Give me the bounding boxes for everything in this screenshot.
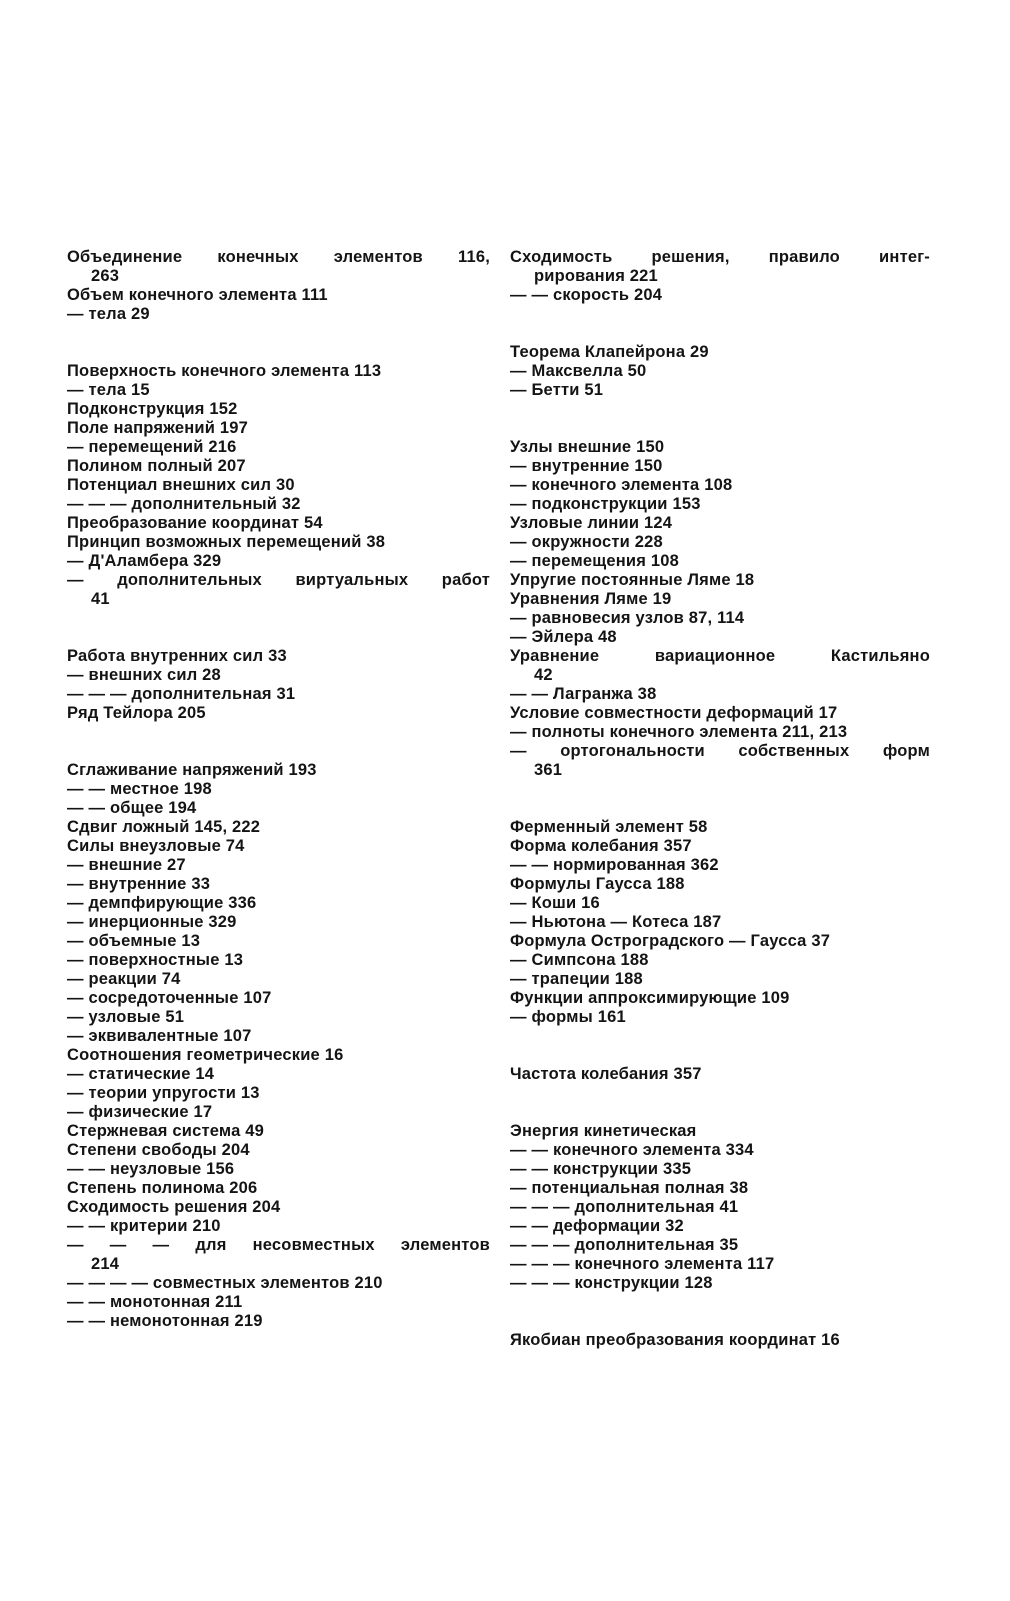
entry-text: Соотношения геометрические 16 — [67, 1046, 344, 1064]
entry-text: — — общее 194 — [67, 799, 197, 817]
group-spacer — [67, 609, 490, 647]
entry-text: — трапеции 188 — [510, 970, 643, 988]
entry-text: Формулы Гаусса 188 — [510, 875, 685, 893]
index-entry — [67, 286, 490, 305]
index-entry — [510, 476, 930, 495]
entry-text: — потенциальная полная 38 — [510, 1179, 749, 1197]
entry-text: — — — — совместных элементов 210 — [67, 1274, 383, 1292]
index-entry — [67, 1046, 490, 1065]
entry-text: — — — для несовместных элементов — [67, 1236, 490, 1254]
entry-text: Принцип возможных перемещений 38 — [67, 533, 386, 551]
entry-text: — объемные 13 — [67, 932, 201, 950]
index-entry — [510, 571, 930, 590]
index-entry — [510, 457, 930, 476]
index-entry — [67, 495, 490, 514]
entry-text: — теории упругости 13 — [67, 1084, 260, 1102]
entry-text: — — деформации 32 — [510, 1217, 684, 1235]
entry-text: — сосредоточенные 107 — [67, 989, 272, 1007]
entry-text: Энергия кинетическая — [510, 1122, 697, 1140]
entry-text: Стержневая система 49 — [67, 1122, 265, 1140]
index-entry — [510, 381, 930, 400]
index-entry — [510, 818, 930, 837]
entry-text: — подконструкции 153 — [510, 495, 701, 513]
index-entry — [510, 837, 930, 856]
index-letter-group — [510, 1065, 930, 1084]
entry-text: — — — конструкции 128 — [510, 1274, 713, 1292]
entry-text: — внешних сил 28 — [67, 666, 221, 684]
entry-text: Поверхность конечного элемента 113 — [67, 362, 382, 380]
entry-text: Полином полный 207 — [67, 457, 246, 475]
entry-text: Ферменный элемент 58 — [510, 818, 708, 836]
entry-text: Уравнения Ляме 19 — [510, 590, 672, 608]
entry-text: — — немонотонная 219 — [67, 1312, 263, 1330]
entry-text: — тела 29 — [67, 305, 150, 323]
index-entry — [510, 875, 930, 894]
entry-text: Уравнение вариационное Кастильяно — [510, 647, 930, 665]
entry-text: Сходимость решения 204 — [67, 1198, 281, 1216]
index-entry — [510, 590, 930, 609]
entry-text: — — критерии 210 — [67, 1217, 221, 1235]
index-entry — [67, 647, 490, 666]
entry-text: — внутренние 150 — [510, 457, 663, 475]
group-spacer — [510, 1027, 930, 1065]
entry-text: — — — конечного элемента 117 — [510, 1255, 775, 1273]
index-entry — [67, 1027, 490, 1046]
index-entry — [510, 1065, 930, 1084]
entry-text: Степень полинома 206 — [67, 1179, 258, 1197]
index-entry — [67, 799, 490, 818]
entry-text: Подконструкция 152 — [67, 400, 238, 418]
entry-continuation: 361 — [534, 761, 563, 779]
entry-text: Объем конечного элемента 111 — [67, 286, 328, 304]
entry-text: — — конечного элемента 334 — [510, 1141, 754, 1159]
entry-text: — демпфирующие 336 — [67, 894, 257, 912]
entry-text: — ортогональности собственных форм — [510, 742, 930, 760]
entry-text: Потенциал внешних сил 30 — [67, 476, 295, 494]
index-entry — [510, 970, 930, 989]
entry-text: Сдвиг ложный 145, 222 — [67, 818, 261, 836]
entry-text: Ряд Тейлора 205 — [67, 704, 206, 722]
index-entry — [510, 894, 930, 913]
index-entry — [510, 1331, 930, 1350]
entry-text: — окружности 228 — [510, 533, 663, 551]
index-entry — [510, 495, 930, 514]
index-entry — [510, 1255, 930, 1274]
index-entry — [510, 932, 930, 951]
entry-text: Объединение конечных элементов 116, — [67, 248, 490, 266]
entry-text: — — — дополнительная 41 — [510, 1198, 739, 1216]
entry-text: Работа внутренних сил 33 — [67, 647, 287, 665]
index-column-left — [67, 248, 490, 1331]
index-letter-group — [510, 1331, 930, 1350]
index-entry — [67, 571, 490, 609]
index-entry — [67, 875, 490, 894]
index-entry — [510, 1274, 930, 1293]
index-letter-group — [510, 1122, 930, 1293]
entry-continuation: 42 — [534, 666, 553, 684]
entry-text: Узлы внешние 150 — [510, 438, 665, 456]
entry-continuation: 41 — [91, 590, 110, 608]
index-entry — [67, 533, 490, 552]
index-entry — [67, 1179, 490, 1198]
entry-text: — — конструкции 335 — [510, 1160, 692, 1178]
entry-text: — — — дополнительная 31 — [67, 685, 296, 703]
index-entry — [67, 780, 490, 799]
index-letter-group — [67, 248, 490, 324]
entry-text: — эквивалентные 107 — [67, 1027, 252, 1045]
index-entry — [67, 1008, 490, 1027]
index-entry — [510, 1198, 930, 1217]
entry-text: Сглаживание напряжений 193 — [67, 761, 317, 779]
index-entry — [510, 438, 930, 457]
index-entry — [510, 1008, 930, 1027]
index-entry — [67, 856, 490, 875]
index-entry — [67, 951, 490, 970]
entry-text: — формы 161 — [510, 1008, 626, 1026]
entry-text: — Симпсона 188 — [510, 951, 649, 969]
entry-text: — — монотонная 211 — [67, 1293, 243, 1311]
index-entry — [510, 362, 930, 381]
entry-text: Степени свободы 204 — [67, 1141, 250, 1159]
index-entry — [510, 989, 930, 1008]
index-letter-group — [510, 343, 930, 400]
group-spacer — [67, 723, 490, 761]
index-entry — [67, 913, 490, 932]
entry-text: Поле напряжений 197 — [67, 419, 248, 437]
entry-text: — — местное 198 — [67, 780, 212, 798]
index-letter-group — [67, 647, 490, 723]
index-entry — [67, 400, 490, 419]
entry-continuation: рирования 221 — [534, 267, 658, 285]
index-entry — [67, 1141, 490, 1160]
entry-text: Функции аппроксимирующие 109 — [510, 989, 790, 1007]
index-entry — [67, 989, 490, 1008]
index-entry — [67, 666, 490, 685]
entry-text: Сходимость решения, правило интег- — [510, 248, 930, 266]
entry-text: — — — дополнительный 32 — [67, 495, 301, 513]
index-entry — [67, 970, 490, 989]
entry-text: — реакции 74 — [67, 970, 181, 988]
index-entry — [510, 1236, 930, 1255]
entry-text: Форма колебания 357 — [510, 837, 692, 855]
group-spacer — [67, 324, 490, 362]
index-entry — [67, 761, 490, 780]
index-entry — [67, 1274, 490, 1293]
index-entry — [67, 1065, 490, 1084]
index-entry — [510, 1160, 930, 1179]
index-entry — [67, 1122, 490, 1141]
index-entry — [510, 685, 930, 704]
index-entry — [510, 704, 930, 723]
index-entry — [510, 1179, 930, 1198]
entry-text: — Эйлера 48 — [510, 628, 617, 646]
entry-text: Упругие постоянные Ляме 18 — [510, 571, 755, 589]
entry-text: — полноты конечного элемента 211, 213 — [510, 723, 848, 741]
index-letter-group — [67, 362, 490, 609]
index-letter-group — [510, 248, 930, 305]
entry-continuation: 214 — [91, 1255, 120, 1273]
entry-text: Якобиан преобразования координат 16 — [510, 1331, 840, 1349]
index-entry — [510, 723, 930, 742]
index-entry — [510, 913, 930, 932]
index-entry — [510, 343, 930, 362]
entry-text: — Ньютона — Котеса 187 — [510, 913, 722, 931]
index-entry — [67, 514, 490, 533]
index-entry — [67, 1217, 490, 1236]
index-entry — [67, 1293, 490, 1312]
index-entry — [67, 1236, 490, 1274]
entry-text: — внешние 27 — [67, 856, 186, 874]
entry-text: — — Лагранжа 38 — [510, 685, 657, 703]
index-entry — [510, 248, 930, 286]
entry-text: Силы внеузловые 74 — [67, 837, 245, 855]
entry-text: — узловые 51 — [67, 1008, 185, 1026]
index-entry — [510, 647, 930, 685]
entry-text: Теорема Клапейрона 29 — [510, 343, 709, 361]
group-spacer — [510, 305, 930, 343]
index-entry — [67, 552, 490, 571]
index-entry — [67, 305, 490, 324]
index-entry — [67, 457, 490, 476]
group-spacer — [510, 1084, 930, 1122]
entry-text: — — скорость 204 — [510, 286, 663, 304]
entry-text: — Коши 16 — [510, 894, 600, 912]
index-entry — [67, 837, 490, 856]
entry-text: — равновесия узлов 87, 114 — [510, 609, 745, 627]
index-entry — [67, 362, 490, 381]
index-entry — [510, 856, 930, 875]
entry-continuation: 263 — [91, 267, 120, 285]
index-letter-group — [67, 761, 490, 1331]
index-entry — [510, 1141, 930, 1160]
index-entry — [510, 1122, 930, 1141]
index-entry — [67, 1160, 490, 1179]
index-column-right — [510, 248, 930, 1350]
index-entry — [510, 628, 930, 647]
entry-text: — Д'Аламбера 329 — [67, 552, 222, 570]
entry-text: — — — дополнительная 35 — [510, 1236, 739, 1254]
entry-text: Условие совместности деформаций 17 — [510, 704, 838, 722]
index-letter-group — [510, 438, 930, 780]
index-entry — [510, 552, 930, 571]
index-entry — [510, 742, 930, 780]
entry-text: — конечного элемента 108 — [510, 476, 733, 494]
entry-text: — — нормированная 362 — [510, 856, 719, 874]
entry-text: — тела 15 — [67, 381, 150, 399]
group-spacer — [510, 400, 930, 438]
index-entry — [67, 818, 490, 837]
entry-text: — перемещения 108 — [510, 552, 679, 570]
index-entry — [67, 894, 490, 913]
index-entry — [510, 514, 930, 533]
entry-text: Преобразование координат 54 — [67, 514, 323, 532]
index-entry — [67, 476, 490, 495]
entry-text: — поверхностные 13 — [67, 951, 244, 969]
index-entry — [510, 609, 930, 628]
entry-text: — Максвелла 50 — [510, 362, 647, 380]
entry-text: — статические 14 — [67, 1065, 215, 1083]
entry-text: — Бетти 51 — [510, 381, 604, 399]
index-entry — [67, 381, 490, 400]
index-entry — [67, 1198, 490, 1217]
index-entry — [510, 533, 930, 552]
group-spacer — [510, 780, 930, 818]
entry-text: — дополнительных виртуальных работ — [67, 571, 490, 589]
entry-text: — инерционные 329 — [67, 913, 237, 931]
index-letter-group — [510, 818, 930, 1027]
index-entry — [67, 248, 490, 286]
index-entry — [67, 419, 490, 438]
entry-text: — — неузловые 156 — [67, 1160, 235, 1178]
index-entry — [67, 438, 490, 457]
group-spacer — [510, 1293, 930, 1331]
entry-text: — внутренние 33 — [67, 875, 211, 893]
entry-text: — перемещений 216 — [67, 438, 237, 456]
index-entry — [510, 286, 930, 305]
entry-text: Узловые линии 124 — [510, 514, 673, 532]
index-entry — [67, 685, 490, 704]
entry-text: — физические 17 — [67, 1103, 213, 1121]
index-entry — [67, 1084, 490, 1103]
index-entry — [67, 932, 490, 951]
index-entry — [510, 951, 930, 970]
entry-text: Частота колебания 357 — [510, 1065, 702, 1083]
index-entry — [67, 704, 490, 723]
index-entry — [67, 1103, 490, 1122]
index-entry — [67, 1312, 490, 1331]
entry-text: Формула Остроградского — Гаусса 37 — [510, 932, 831, 950]
index-entry — [510, 1217, 930, 1236]
